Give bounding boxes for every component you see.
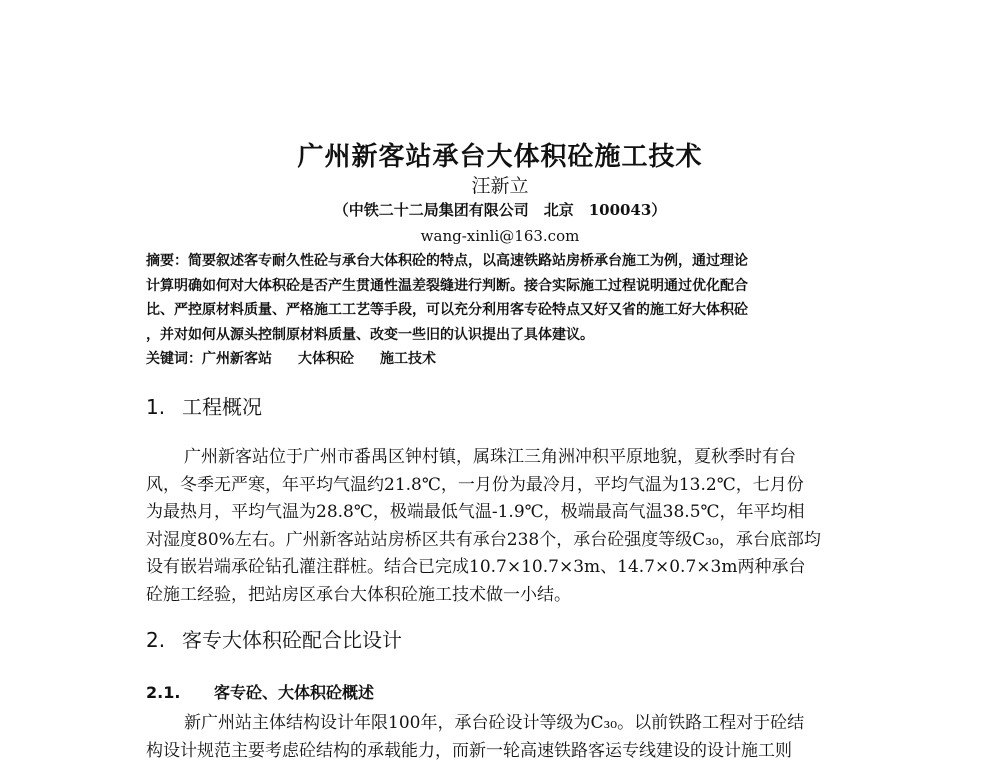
section-heading-1: [146, 391, 262, 420]
keyword: 施工技术: [380, 351, 436, 367]
paragraph-line: 砼施工经验，把站房区承台大体积砼施工技术做一小结。: [146, 584, 571, 605]
paragraph-line: 构设计规范主要考虑砼结构的承载能力，而新一轮高速铁路客运专线建设的设计施工则: [146, 740, 792, 760]
paragraph-line: 风，冬季无严寒，年平均气温约21.8℃，一月份为最冷月，平均气温为13.2℃，七月份: [146, 474, 804, 495]
subsection-heading-2-1: [146, 680, 374, 703]
section-1-paragraph: [146, 444, 891, 609]
section-number: 2.: [146, 628, 166, 652]
paragraph-line: 为最热月，平均气温为28.8℃，极端最低气温-1.9℃，极端最高气温38.5℃，年平均相: [146, 502, 805, 522]
abstract-line: 摘要：简要叙述客专耐久性砼与承台大体积砼的特点，以高速铁路站房桥承台施工为例，通过理论: [146, 253, 748, 269]
abstract: [146, 249, 886, 347]
paragraph-line: 广州新客站位于广州市番禺区钟村镇，属珠江三角洲冲积平原地貌，夏秋季时有台: [184, 447, 796, 467]
paper-affiliation: （中铁二十二局集团有限公司 北京 100043）: [333, 201, 667, 219]
page-bottom-clip: [0, 706, 1000, 760]
paragraph-line: 设有嵌岩端承砼钻孔灌注群桩。结合已完成10.7×10.7×3m、14.7×0.7×3m两种承台: [146, 557, 806, 577]
keywords: [146, 348, 886, 368]
paper-author: 汪新立: [471, 175, 529, 197]
paragraph-line: 新广州站主体结构设计年限100年，承台砼设计等级为C₃₀。以前铁路工程对于砼结: [184, 713, 805, 733]
keyword: 广州新客站: [202, 351, 272, 367]
subsection-number: 2.1.: [146, 683, 181, 702]
paragraph-line: 对湿度80%左右。广州新客站站房桥区共有承台238个，承台砼强度等级C₃₀，承台底部均: [146, 529, 821, 550]
section-number: 1.: [146, 395, 166, 419]
keywords-label: 关键词：: [146, 351, 202, 367]
author-email: wang-xinli@163.com: [420, 227, 580, 245]
subsection-2-1-paragraph: [146, 710, 891, 760]
section-heading-2: [146, 624, 402, 653]
paper-title: 广州新客站承台大体积砼施工技术: [297, 142, 703, 172]
abstract-line: ，并对如何从源头控制原材料质量、改变一些旧的认识提出了具体建议。: [146, 326, 594, 343]
section-title: 工程概况: [182, 395, 262, 419]
subsection-title: 客专砼、大体积砼概述: [214, 683, 375, 702]
keyword: 大体积砼: [298, 351, 354, 367]
section-title: 客专大体积砼配合比设计: [182, 628, 402, 652]
abstract-line: 计算明确如何对大体积砼是否产生贯通性温差裂缝进行判断。接合实际施工过程说明通过优化配合: [146, 277, 748, 294]
abstract-line: 比、严控原材料质量、严格施工工艺等手段，可以充分利用客专砼特点又好又省的施工好大体积砼: [146, 302, 748, 318]
